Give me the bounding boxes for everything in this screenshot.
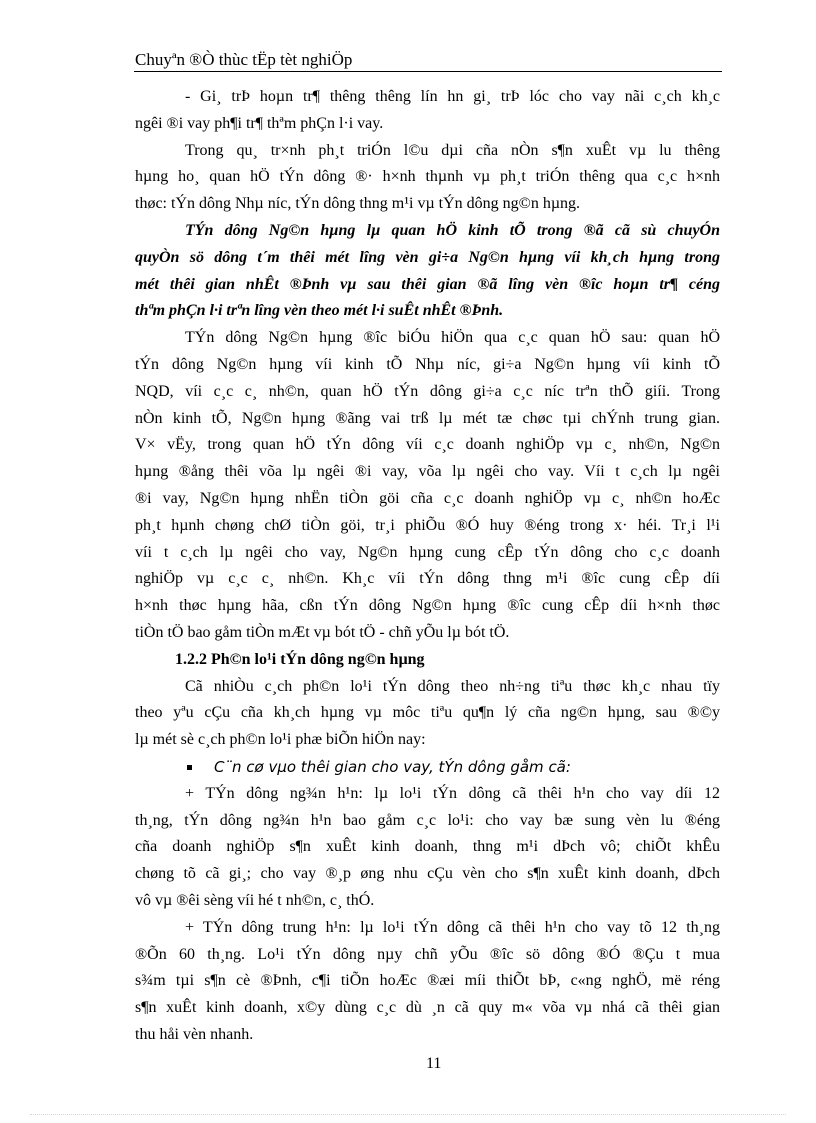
paragraph: [135, 138, 720, 218]
text-line: chøng tõ cã gi¸; cho vay ®¸p øng nhu cÇu vèn cho s¶n xuÊt kinh doanh, dÞch: [135, 865, 720, 883]
text-line: nghiÖp vµ c¸c c¸ nh©n. Kh¸c víi tÝn dông thng m¹i ®îc cung cÊp díi: [135, 570, 720, 588]
text-line: tiÒn tÖ bao gåm tiÒn mÆt vµ bót tÖ - chñ yÕu lµ bót tÖ.: [135, 623, 510, 641]
text-line: nÒn kinh tÕ, Ng©n hµng ®ãng vai trß lµ mét tæ chøc tµi chÝnh trung gian.: [135, 409, 720, 427]
emphasis-paragraph: [135, 218, 720, 325]
text-line: th¸ng, tÝn dông ng¾n h¹n bao gåm c¸c lo¹i: cho vay bæ sung vèn lu ®éng: [135, 811, 720, 829]
paragraph: [135, 325, 720, 647]
text-line: thªm phÇn l·i trªn lîng vèn theo mét l·i suÊt nhÊt ®Þnh.: [135, 302, 504, 320]
text-line: V× vËy, trong quan hÖ tÝn dông víi c¸c doanh nghiÖp vµ c¸ nh©n, Ng©n: [135, 436, 720, 454]
text-line: vô vµ ®êi sèng víi hé t nh©n, c¸ thÓ.: [135, 891, 375, 909]
text-line: Cã nhiÒu c¸ch ph©n lo¹i tÝn dông theo nh÷ng tiªu thøc kh¸c nhau tïy: [185, 677, 720, 695]
text-line: cña doanh nghiÖp s¶n xuÊt kinh doanh, thng m¹i dÞch vô; chiÕt khÊu: [135, 838, 720, 856]
text-line: thu håi vèn nhanh.: [135, 1025, 254, 1043]
text-line: h×nh thøc hµng hãa, cßn tÝn dông Ng©n hµng ®îc cung cÊp díi h×nh thøc: [135, 597, 720, 615]
text-line: mét thêi gian nhÊt ®Þnh vµ sau thêi gian ®ã lîng vèn ®îc hoµn tr¶ céng: [135, 275, 720, 293]
document-body: [135, 84, 720, 1049]
text-line: + TÝn dông trung h¹n: lµ lo¹i tÝn dông cã thêi h¹n cho vay tõ 12 th¸ng: [185, 918, 720, 936]
text-line: víi t c¸ch lµ ngêi cho vay, Ng©n hµng cung cÊp tÝn dông cho c¸c doanh: [135, 543, 720, 561]
text-line: lµ mét sè c¸ch ph©n lo¹i phæ biÕn hiÖn nay:: [135, 731, 426, 749]
bullet-item: [135, 754, 720, 781]
paragraph: [135, 781, 720, 915]
running-header-title: Chuyªn ®Ò thùc tËp tèt nghiÖp: [135, 50, 353, 69]
text-line: quyÒn sö dông t´m thêi mét lîng vèn gi÷a Ng©n hµng víi kh¸ch hµng trong: [135, 248, 720, 266]
text-line: s¶n xuÊt kinh doanh, x©y dùng c¸c dù ¸n cã quy m« võa vµ nhá cã thêi gian: [135, 999, 720, 1017]
text-line: TÝn dông Ng©n hµng ®îc biÓu hiÖn qua c¸c quan hÖ sau: quan hÖ: [185, 329, 720, 347]
text-line: thøc: tÝn dông Nhµ níc, tÝn dông thng m¹i vµ tÝn dông ng©n hµng.: [135, 195, 581, 213]
paragraph: [135, 84, 720, 138]
text-line: TÝn dông Ng©n hµng lµ quan hÖ kinh tÕ trong ®ã cã sù chuyÓn: [185, 221, 720, 239]
paragraph: [135, 915, 720, 1049]
text-line: ®i vay, Ng©n hµng nhËn tiÒn göi cña c¸c doanh nghiÖp vµ c¸ nh©n hoÆc: [135, 489, 720, 507]
text-line: ph¸t hµnh chøng chØ tiÒn göi, tr¸i phiÕu ®Ó huy ®éng trong x· héi. Tr¸i l¹i: [135, 516, 720, 534]
text-line: - Gi¸ trÞ hoµn tr¶ thêng thêng lín hn gi¸ trÞ lóc cho vay nãi c¸ch kh¸c: [185, 88, 720, 105]
text-line: hµng ®ång thêi võa lµ ngêi ®i vay, võa lµ ngêi cho vay. Víi t c¸ch lµ ngêi: [135, 463, 720, 481]
bullet-text: C¨n cø vµo thêi gian cho vay, tÝn dông gåm cã:: [214, 757, 571, 776]
text-line: ngêi ®i vay ph¶i tr¶ thªm phÇn l·i vay.: [135, 114, 384, 132]
text-line: tÝn dông Ng©n hµng víi kinh tÕ Nhµ níc, gi÷a Ng©n hµng víi kinh tÕ: [135, 355, 720, 373]
text-line: + TÝn dông ng¾n h¹n: lµ lo¹i tÝn dông cã thêi h¹n cho vay díi 12: [185, 784, 720, 802]
page-number: 11: [426, 1055, 442, 1072]
text-line: theo yªu cÇu cña kh¸ch hµng vµ môc tiªu qu¶n lý cña ng©n hµng, sau ®©y: [135, 704, 720, 722]
paragraph: [135, 674, 720, 754]
text-line: ®Õn 60 th¸ng. Lo¹i tÝn dông nµy chñ yÕu ®îc sö dông ®Ó ®Çu t mua: [135, 945, 720, 963]
bullet-square-icon: [187, 765, 192, 770]
text-line: s¾m tµi s¶n cè ®Þnh, c¶i tiÕn hoÆc ®æi míi thiÕt bÞ, c«ng nghÖ, më réng: [135, 972, 720, 990]
text-line: Trong qu¸ tr×nh ph¸t triÓn l©u dµi cña nÒn s¶n xuÊt vµ lu thêng: [185, 141, 720, 159]
page-bottom-divider: [30, 1114, 786, 1115]
text-line: hµng ho¸ quan hÖ tÝn dông ®· h×nh thµnh vµ ph¸t triÓn thêng qua c¸c h×nh: [135, 168, 720, 186]
text-line: NQD, víi c¸c c¸ nh©n, quan hÖ tÝn dông gi÷a c¸c níc trªn thÕ giíi. Trong: [135, 382, 720, 400]
header-divider: [134, 71, 722, 72]
section-heading: 1.2.2 Ph©n lo¹i tÝn dông ng©n hµng: [175, 650, 425, 668]
